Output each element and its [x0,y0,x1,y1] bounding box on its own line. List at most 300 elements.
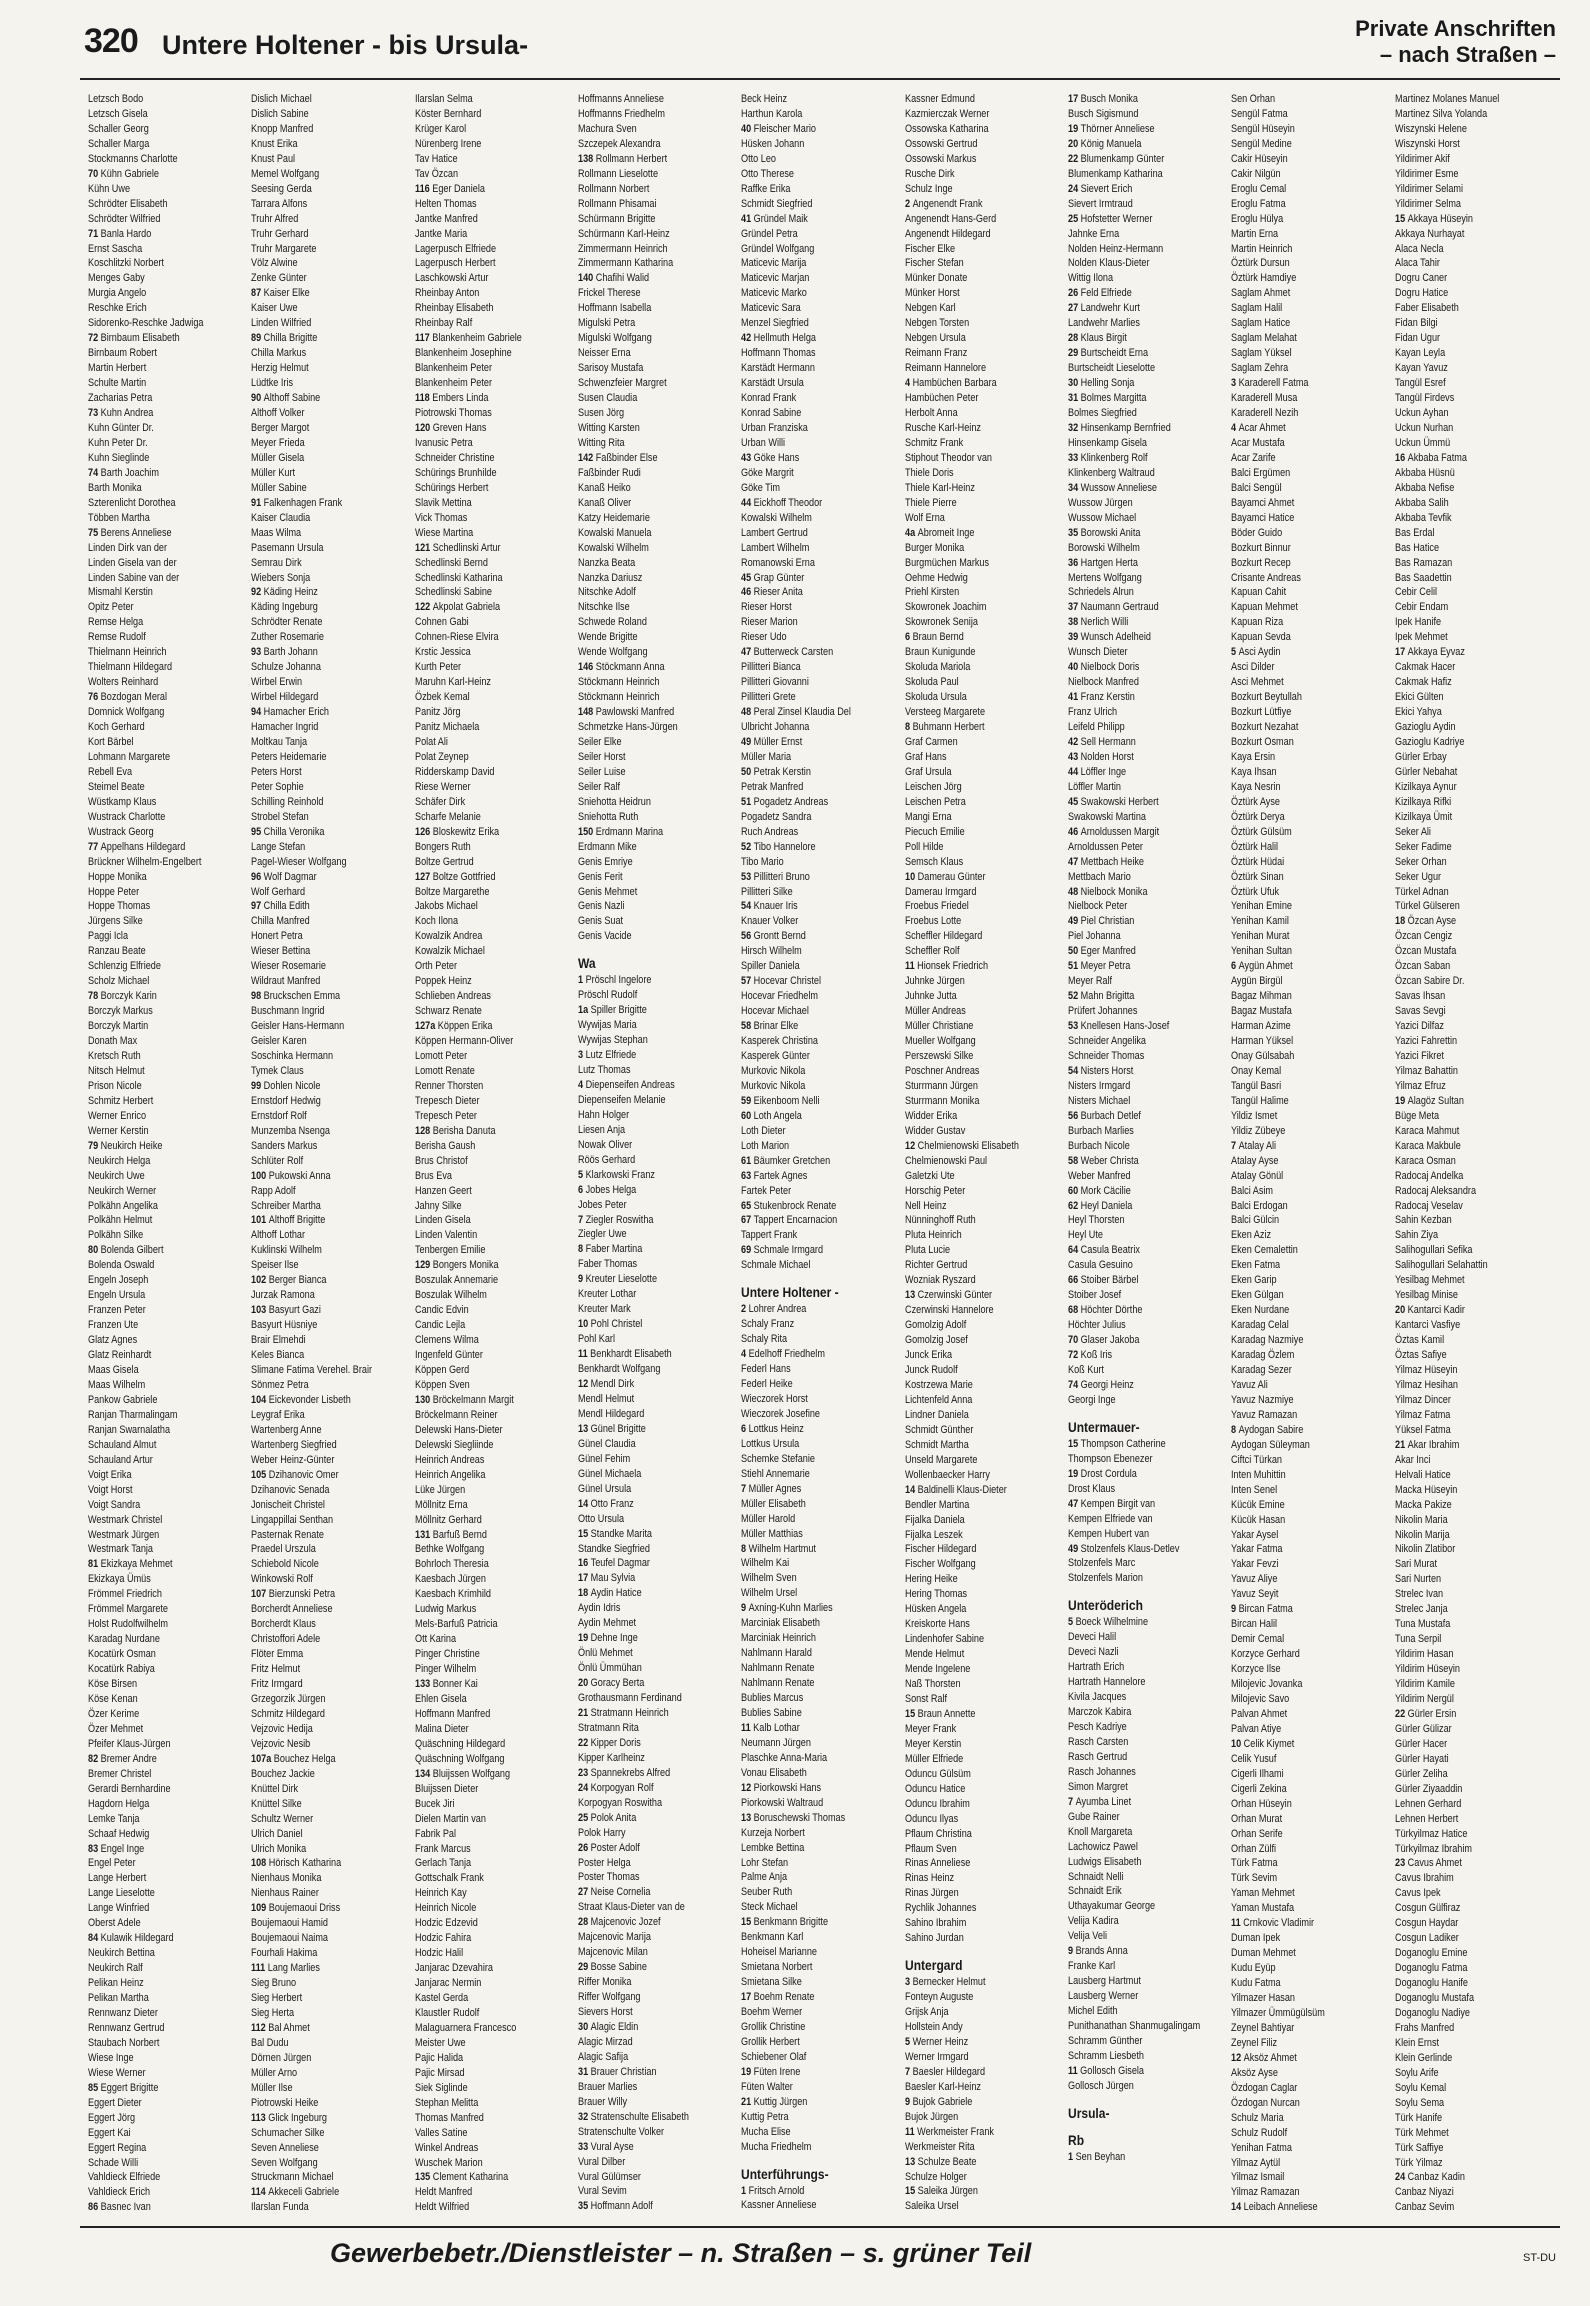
resident-entry: Schulze Holger [904,2170,967,2183]
house-number: 108 [251,1857,270,1870]
resident-entry: Linden Sabine van der [88,571,180,584]
resident-entry: Nienhaus Rainer [251,1887,320,1900]
resident-entry: Pflaum Christina [904,1827,972,1840]
resident-entry: Yilmazer Ümmügülsüm [1231,2007,1326,2019]
house-number: 2 [904,197,913,210]
resident-entry: Schaller Georg [88,122,149,135]
resident-entry: Frahs Manfred [1394,2021,1454,2034]
house-number: 50 [741,765,754,778]
resident-entry: Rychlik Johannes [904,1902,977,1915]
house-number: 42 [1067,735,1081,748]
resident-entry: Vural Sevim [577,2185,627,2198]
resident-entry: Lüdtke Iris [251,377,294,390]
resident-entry: Dogru Caner [1394,272,1447,285]
resident-entry: Cigerli Zekina [1231,1782,1287,1795]
resident-entry: Stolzenfels Marion [1067,1572,1143,1585]
resident-entry: Chilla Manfred [251,915,311,928]
resident-entry: Helvali Hatice [1394,1468,1451,1481]
resident-entry: Federl Heike [741,1378,793,1391]
resident-entry: Kudu Eyüp [1231,1962,1276,1975]
resident-entry: Wolf Gerhard [251,885,306,898]
house-number: 79 [88,1139,101,1152]
resident-entry: 104 Eickevonder Lisbeth [251,1393,352,1406]
resident-entry: Harman Azime [1231,1020,1292,1033]
resident-entry: Pillitteri Bianca [741,661,802,674]
house-number: 12 [577,1378,591,1391]
street-heading: Untermauer- [1067,1418,1140,1435]
house-number: 59 [741,1094,754,1107]
resident-entry: Blankenheim Peter [414,377,492,390]
resident-entry: Pluta Lucie [904,1244,950,1257]
resident-entry: 65 Stukenbrock Renate [741,1199,837,1212]
resident-entry: 146 Stöckmann Anna [577,661,665,674]
resident-entry: Eggert Kai [88,2126,131,2139]
resident-entry: 37 Naumann Gertraud [1067,601,1159,614]
house-number: 22 [1394,1707,1408,1720]
resident-entry: 22 Kipper Doris [577,1736,641,1749]
resident-entry: Völz Alwine [251,257,298,270]
resident-entry: Fijalka Daniela [904,1513,965,1526]
resident-entry: Pajic Mirsad [414,2066,465,2079]
resident-entry: Peter Sophie [251,780,305,793]
resident-entry: Brair Elmehdi [251,1334,307,1347]
resident-entry: Oduncu Ibrahim [904,1797,970,1810]
house-number: 8 [741,1542,749,1555]
resident-entry: Kanaß Oliver [577,496,632,509]
resident-entry: Hoffmann Thomas [741,347,816,360]
house-number: 94 [251,706,264,719]
resident-entry: Korzyce Gerhard [1231,1648,1301,1661]
resident-entry: Migulski Wolfgang [577,332,652,345]
house-number: 109 [251,1902,270,1915]
resident-entry: Velija Kadira [1067,1915,1119,1928]
resident-entry: 11 Gollosch Gisela [1067,2064,1144,2077]
resident-entry: Nolden Heinz-Hermann [1067,242,1164,255]
resident-entry: Yildirimer Akif [1394,152,1450,165]
resident-entry: 53 Knellesen Hans-Josef [1067,1020,1170,1033]
resident-entry: Özer Mehmet [88,1722,144,1735]
resident-entry: Rasch Carsten [1067,1735,1129,1748]
resident-entry: Herbolt Anna [904,407,958,420]
resident-entry: Cosgun Ladiker [1394,1932,1459,1945]
resident-entry: Türk Yilmaz [1394,2156,1443,2169]
resident-entry: Rapp Adolf [251,1184,296,1197]
resident-entry: Wieczorek Josefine [741,1407,821,1420]
resident-entry: Frömmel Friedrich [88,1588,162,1601]
resident-entry: Alaca Tahir [1394,257,1440,270]
resident-entry: 56 Grontt Bernd [741,930,807,943]
house-number: 5 [1231,646,1239,659]
resident-entry: Schneider Christine [414,451,495,464]
resident-entry: Alaca Necla [1394,242,1444,255]
resident-entry: Korpogyan Roswitha [577,1796,663,1809]
resident-entry: Pillitteri Silke [741,885,793,898]
resident-entry: Tuna Serpil [1394,1633,1441,1646]
resident-entry: Vonau Elisabeth [741,1766,808,1779]
house-number: 127a [414,1020,438,1033]
resident-entry: 61 Bäumker Gretchen [741,1154,831,1167]
house-number: 34 [1067,481,1081,494]
resident-entry: Martinez Silva Yolanda [1394,107,1487,120]
house-number: 6 [1231,960,1239,973]
house-number: 11 [741,1721,754,1734]
resident-entry: Kocatürk Osman [88,1648,156,1661]
resident-entry: 27 Landwehr Kurt [1067,302,1140,315]
resident-entry: Rieser Marion [741,616,799,629]
resident-entry: Borczyk Markus [88,1005,153,1018]
resident-entry: Tangül Basri [1231,1079,1282,1092]
resident-entry: Poster Thomas [577,1871,640,1884]
resident-entry: 52 Mahn Brigitta [1067,990,1135,1003]
resident-entry: Wustrack Charlotte [88,810,166,823]
resident-entry: 32 Stratenschulte Elisabeth [577,2110,689,2123]
house-number: 12 [1231,2051,1244,2064]
resident-entry: 21 Kuttig Jürgen [741,2095,808,2108]
resident-entry: Kayan Yavuz [1394,362,1448,375]
resident-entry: Ernstdorf Rolf [251,1109,308,1122]
resident-entry: Gürler Hayati [1394,1752,1449,1765]
resident-entry: Karadag Özlem [1231,1349,1295,1362]
resident-entry: Kempen Elfriede van [1067,1512,1153,1525]
resident-entry: Truhr Alfred [251,212,299,225]
resident-entry: Inten Muhittin [1231,1468,1287,1481]
resident-entry: Stephan Melitta [414,2096,478,2109]
resident-entry: Vejzovic Hedija [251,1722,314,1735]
resident-entry: Koch Ilona [414,915,458,928]
resident-entry: Radocaj Aleksandra [1394,1184,1476,1197]
page-footer [80,2226,1560,2280]
resident-entry: Krstic Jessica [414,646,471,659]
house-number: 45 [741,571,754,584]
resident-entry: Kassner Anneliese [741,2199,817,2210]
house-number: 92 [251,586,264,599]
resident-entry: 49 Müller Ernst [741,735,803,748]
resident-entry: Tappert Frank [741,1229,798,1242]
resident-entry: Urban Willi [741,436,786,449]
resident-entry: Maticevic Marija [741,257,807,270]
resident-entry: Steck Michael [741,1901,799,1914]
resident-entry: 5 Klarkowski Franz [577,1168,655,1181]
resident-entry: Kanaß Heiko [577,481,631,494]
resident-entry: Mangi Erna [904,810,952,823]
resident-entry: Ehlen Gisela [414,1692,467,1705]
resident-entry: Acar Zarife [1231,451,1276,464]
resident-entry: Hoppe Peter [88,885,140,898]
resident-entry: 54 Knauer Iris [741,900,799,913]
resident-entry: 3 Karaderell Fatma [1231,377,1309,390]
resident-entry: Yilmaz Fatma [1394,1408,1450,1421]
resident-entry: Christoffori Adele [251,1633,321,1646]
resident-entry: Kuklinski Wilhelm [251,1244,323,1257]
house-number: 29 [1067,347,1081,360]
resident-entry: Radocaj Veselav [1394,1199,1463,1212]
resident-entry: Knauer Volker [741,915,799,928]
resident-entry: Ruch Andreas [741,825,799,838]
resident-entry: Faber Thomas [577,1258,638,1271]
resident-entry: 32 Hinsenkamp Bernfried [1067,421,1171,434]
resident-entry: Frank Marcus [414,1842,471,1855]
house-number: 41 [741,212,754,225]
resident-entry: Öztürk Sinan [1231,870,1284,883]
resident-entry: 114 Akkeceli Gabriele [251,2186,340,2199]
resident-entry: Rinas Heinz [904,1872,954,1885]
house-number: 13 [904,2155,918,2168]
resident-entry: Westmark Jürgen [88,1528,160,1541]
resident-entry: Soylu Arife [1394,2066,1439,2079]
house-number: 126 [414,825,433,838]
directory-columns [88,92,1558,2210]
house-number: 72 [1067,1349,1081,1362]
resident-entry: 75 Berens Anneliese [88,526,172,539]
resident-entry: 42 Sell Hermann [1067,735,1136,748]
resident-entry: Boszulak Annemarie [414,1274,498,1287]
resident-entry: 16 Teufel Dagmar [577,1557,650,1570]
resident-entry: Poppek Heinz [414,975,472,988]
resident-entry: Neisser Erna [577,347,631,360]
resident-entry: Schäfer Dirk [414,795,465,808]
resident-entry: Stöckmann Heinrich [577,676,660,689]
house-number: 42 [741,332,754,345]
resident-entry: Machura Sven [577,122,637,135]
resident-entry: 92 Käding Heinz [251,586,319,599]
resident-entry: Duman Ipek [1231,1932,1281,1945]
resident-entry: Kretsch Ruth [88,1050,141,1062]
house-number: 15 [577,1527,591,1540]
resident-entry: 49 Stolzenfels Klaus-Detlev [1067,1542,1180,1555]
resident-entry: Wozniak Ryszard [904,1274,976,1287]
resident-entry: Horschig Peter [904,1184,965,1197]
resident-entry: 35 Hoffmann Adolf [578,2199,740,2210]
house-number: 14 [577,1497,591,1510]
resident-entry: Seiler Luise [577,765,626,778]
resident-entry: Sengül Hüseyin [1231,122,1296,135]
house-number: 53 [1067,1020,1081,1033]
resident-entry: Bas Erdal [1394,526,1435,539]
resident-entry: Boszulak Wilhelm [414,1289,487,1302]
resident-entry: Engeln Ursula [88,1289,146,1302]
resident-entry: Bozkurt Osman [1231,735,1295,748]
resident-entry: Genis Suat [577,915,624,928]
resident-entry: Wiszynski Helene [1394,122,1467,135]
house-number: 81 [88,1558,101,1571]
resident-entry: Cakir Nilgün [1231,167,1281,180]
resident-entry: Donath Max [88,1035,138,1048]
resident-entry: 62 Heyl Daniela [1067,1199,1133,1212]
house-number: 35 [1067,526,1081,539]
resident-entry: Pfeifer Klaus-Jürgen [88,1737,171,1750]
house-number: 113 [251,2111,269,2124]
house-number: 15 [904,1707,918,1720]
resident-entry: Burger Monika [904,541,964,554]
resident-entry: Yilmaz Ismail [1231,2171,1285,2184]
resident-entry: Ossowski Markus [904,152,977,165]
resident-entry: Hodzic Edzevid [414,1917,478,1930]
resident-entry: Schulz Rudolf [1231,2126,1288,2139]
resident-entry: Schwarz Renate [414,1005,482,1018]
house-number: 39 [1067,631,1081,644]
resident-entry: Mertens Wolfgang [1067,571,1142,584]
house-number: 105 [251,1468,270,1481]
resident-entry: 22 Gürler Ersin [1394,1707,1456,1720]
resident-entry: 10 Celik Kiymet [1231,1737,1295,1750]
resident-entry: Widder Gustav [904,1124,965,1137]
resident-entry: Bouchez Jackie [251,1767,316,1780]
resident-entry: Bozkurt Nezahat [1231,721,1299,734]
resident-entry: 77 Appelhans Hildegard [88,840,186,853]
resident-entry: Türk Sevim [1231,1872,1278,1885]
resident-entry: Ulrich Monika [251,1842,307,1855]
house-number: 138 [577,152,596,165]
resident-entry: 127 Boltze Gottfried [414,870,496,883]
resident-entry: Paggi Icla [88,930,129,943]
resident-entry: Boehm Werner [741,2006,803,2019]
resident-entry: Canbaz Niyazi [1394,2186,1454,2199]
resident-entry: 11 Werkmeister Frank [904,2125,994,2138]
resident-entry: Boltze Gertrud [414,855,474,868]
resident-entry: Mismahl Kerstin [88,586,153,599]
resident-entry: Balci Sengül [1231,481,1282,494]
resident-entry: Nebgen Karl [904,302,956,315]
resident-entry: Seker Fadime [1394,840,1452,853]
resident-entry: Kapuan Cahit [1231,586,1287,599]
resident-entry: Yazici Fikret [1394,1050,1444,1062]
resident-entry: Yilmaz Efruz [1394,1079,1446,1092]
resident-entry: Yenihan Sultan [1231,945,1293,958]
resident-entry: Kocatürk Rabiya [88,1663,155,1676]
resident-entry: Arnoldussen Peter [1067,840,1143,853]
resident-entry: Orth Peter [414,960,457,973]
resident-entry: Poschner Andreas [904,1064,980,1077]
resident-entry: Birnbaum Robert [88,347,157,360]
resident-entry: 9 Axning-Kuhn Marlies [741,1602,833,1615]
resident-entry: 7 Müller Agnes [741,1482,802,1495]
resident-entry: Kuttig Petra [741,2110,789,2123]
resident-entry: 52 Tibo Hannelore [741,840,816,853]
resident-entry: Zeynel Bahtiyar [1231,2021,1295,2034]
resident-entry: Yavuz Ali [1231,1378,1269,1391]
resident-entry: Schedlinski Katharina [414,571,503,584]
resident-entry: Wolters Reinhard [88,676,159,689]
resident-entry: Schmidt Martha [904,1438,969,1451]
resident-entry: Balci Asim [1231,1184,1274,1197]
directory-column-5 [741,92,903,2210]
resident-entry: Vural Dilber [577,2155,626,2168]
house-number: 93 [251,646,264,659]
resident-entry: Engeln Joseph [88,1274,149,1287]
resident-entry: Murkovic Nikola [741,1079,806,1092]
resident-entry: Ridderskamp David [414,765,495,778]
resident-entry: Sahino Jurdan [904,1932,964,1945]
resident-entry: Nikolin Maria [1394,1513,1448,1526]
resident-entry: 41 Gründel Maik [741,212,809,225]
resident-entry: Vick Thomas [414,511,467,524]
resident-entry: Ranzau Beate [88,945,146,958]
resident-entry: Wittig Ilona [1067,272,1114,285]
resident-entry: Müller Arno [251,2066,298,2079]
resident-entry: Müller Maria [741,750,792,763]
resident-entry: Celik Yusuf [1231,1752,1277,1765]
resident-entry: Grollik Christine [741,2021,806,2033]
resident-entry: Fritz Irmgard [251,1678,303,1691]
resident-entry: Büge Meta [1394,1109,1439,1122]
resident-entry: Stöckmann Heinrich [577,691,660,704]
resident-entry: Eroglu Hülya [1231,212,1284,225]
resident-entry: Dogru Hatice [1394,287,1448,300]
resident-entry: Hüsken Angela [904,1603,966,1616]
house-number: 15 [904,2185,918,2198]
resident-entry: Grzegorzik Jürgen [251,1692,326,1705]
house-number: 74 [1067,1378,1081,1391]
resident-entry: Reimann Franz [904,347,967,360]
resident-entry: Semrau Dirk [251,556,302,569]
resident-entry: Schultz Werner [251,1812,314,1825]
resident-entry: Kowalski Wilhelm [577,541,649,554]
resident-entry: Linden Wilfried [251,317,312,330]
resident-entry: 5 Asci Aydin [1231,646,1281,659]
house-number: 13 [741,1811,754,1824]
resident-entry: 15 Braun Annette [904,1707,976,1720]
house-number: 43 [741,451,754,464]
resident-entry: 60 Loth Angela [741,1109,803,1122]
resident-entry: Eken Aziz [1231,1229,1272,1242]
resident-entry: Müller Christiane [904,1020,973,1033]
house-number: 114 [251,2186,269,2199]
resident-entry: Stratenschulte Volker [577,2125,665,2138]
resident-entry: Polok Harry [577,1826,626,1839]
resident-entry: Fijalka Leszek [904,1528,963,1541]
resident-entry: Westmark Christel [88,1513,163,1526]
resident-entry: Schilling Reinhold [251,795,324,808]
resident-entry: Milojevic Jovanka [1231,1678,1303,1691]
resident-entry: Karaca Makbule [1394,1139,1461,1152]
resident-entry: Oduncu Gülsüm [904,1767,971,1780]
resident-entry: Schiebener Olaf [741,2050,807,2063]
resident-entry: Bas Ramazan [1394,556,1452,569]
resident-entry: Tenbergen Emilie [414,1244,486,1257]
resident-entry: Leischen Jörg [904,780,962,793]
resident-entry: Gründel Petra [741,227,799,240]
resident-entry: Jahny Silke [414,1199,462,1212]
resident-entry: Wussow Michael [1067,511,1137,524]
resident-entry: Uckun Ümmü [1394,436,1450,449]
resident-entry: Fabrik Pal [414,1827,456,1840]
resident-entry: Bublies Sabine [741,1706,803,1719]
resident-entry: Yüksel Fatma [1394,1423,1451,1436]
resident-entry: Nolden Klaus-Dieter [1067,257,1150,270]
house-number: 30 [1067,377,1081,390]
resident-entry: Knopp Manfred [251,122,314,135]
house-number: 116 [414,182,432,195]
resident-entry: Yakar Aysel [1231,1528,1279,1541]
resident-entry: Rennwanz Gertrud [88,2021,165,2034]
resident-entry: Staubach Norbert [88,2036,160,2049]
resident-entry: Moltkau Tanja [251,735,308,748]
resident-entry: Bendler Martina [904,1498,969,1511]
resident-entry: Burbach Nicole [1067,1139,1130,1152]
resident-entry: 42 Hellmuth Helga [741,332,817,345]
resident-entry: Lagerpusch Elfriede [414,242,496,255]
resident-entry: Bozkurt Binnur [1231,541,1292,554]
resident-entry: Maticevic Marjan [741,272,810,285]
resident-entry: 47 Mettbach Heike [1067,855,1144,868]
page-range-title: Untere Holtener - bis Ursula- [162,30,529,60]
resident-entry: Nitschke Adolf [577,586,636,599]
resident-entry: Prüfert Johannes [1067,1005,1138,1018]
resident-entry: Gürler Nebahat [1394,765,1457,778]
resident-entry: Schemke Stefanie [741,1452,816,1465]
resident-entry: Seker Ali [1394,825,1431,838]
resident-entry: Nanzka Beata [577,556,636,569]
